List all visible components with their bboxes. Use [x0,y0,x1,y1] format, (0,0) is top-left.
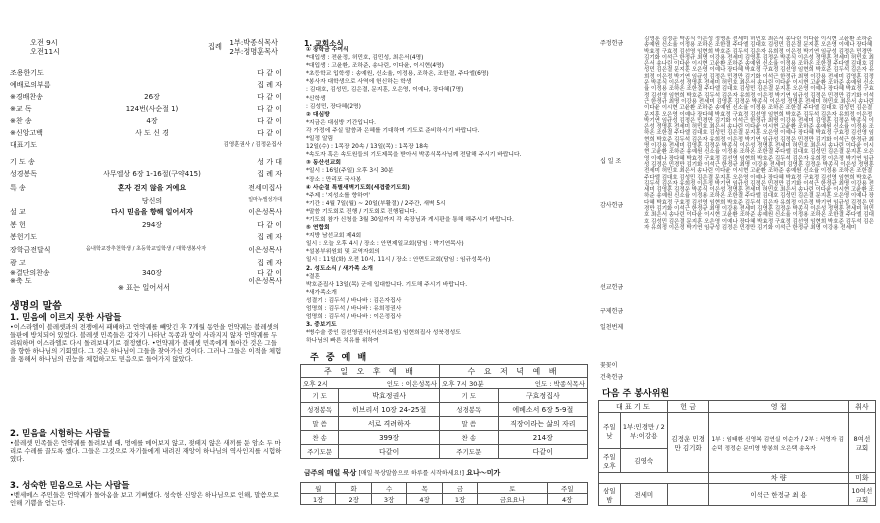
news-item: 일시 : 오늘 오후 4시 / 장소 : 안면제일교회(담임 : 박기연목사) [306,241,464,248]
news-item: *신학생 [306,95,326,102]
order-row [10,140,282,150]
service-role: 찬 송 [440,431,499,445]
order-leader: 성 가 대 [257,158,282,166]
offering-label: 감사헌금 [600,202,624,209]
day-cell: 화 [336,483,371,494]
service-role: 기 도 [440,389,499,403]
order-row [10,169,282,179]
wednesday-evening-header: 수 요 저 녁 예 배 [440,365,588,378]
order-content: 사 도 신 경 [135,129,169,137]
day-cell: 금 [442,483,477,494]
order-label: ※교 독 [10,105,32,113]
order-leader: 집 례 자 [257,170,282,178]
service-role: 성경봉독 [301,403,339,417]
news-item: 박호준집사 13일(목) 군에 입대합니다. 기도해 주시기 바랍니다. [306,281,468,288]
order-row [10,220,282,230]
order-leader: 전세미집사 [248,184,282,192]
order-label: 조용한기도 [10,69,44,77]
order-leader: 다 같 이 [257,221,282,229]
chapter-cell: 4장 [547,494,587,505]
car-label: 차 량 [709,473,848,484]
servers-row3-label: 삼일 밤 [599,484,621,506]
order-row [10,157,282,167]
order-label: 기 도 송 [10,158,35,166]
order-row [10,104,282,114]
news-item: *병수술 중인 김선영권사(서산의료원) 임현희집사 성북경성도 [306,330,461,337]
order-leader: 김영훈권사 / 김정운집사 [223,142,282,148]
preacher-1: 1부:박종식목사 [229,38,278,47]
order-leader: 이은성목사 [248,277,282,285]
wednesday-time: 오후 7시 30분 [440,378,499,389]
order-leader: 집 례 자 [257,233,282,241]
meditation-book: 요나～미가 [466,469,501,477]
news-item: 엄명희 : 김두석 / 바나바 : 유희정권사 [306,306,402,312]
offering-label: 십 일 조 [600,158,622,165]
standing-note: ※ 표는 일어서서 [117,283,171,292]
service-role: 주기도문 [440,445,499,459]
servers-cooking-1: 8여선교회 [848,413,875,473]
car-names: 이석근 한정규 최 용 [709,484,848,506]
servers-row3-prayer: 전세미 [620,484,667,506]
servers-row1-prayer: 1부:민경만 / 2부:이강용 [620,413,667,449]
news-item: *주제 : '지성소를 향하여' [306,192,370,199]
news-item: 12일(수) : 1목장 20속 / 13일(목) : 1목장 18속 [306,144,429,151]
order-leader: 다 같 이 [257,105,282,113]
news-item: *지방 남선교회 제4회 [306,233,362,240]
order-leader: 일마누엘성가대 [248,197,282,203]
service-role: 기 도 [301,389,339,403]
news-item: *일정 알림 [306,136,334,143]
servers-header-offering: 헌 금 [667,401,709,413]
news-item: *일시 : 16일(주일) 오후 3시 30분 [306,168,394,175]
order-label: ※축 도 [10,277,32,285]
sunday-leader: 인도 : 이은성목사 [339,378,440,389]
news-item: 2. 성도소식 / 새가족 소개 [306,265,373,272]
news-item: *결혼 [306,273,321,280]
offering-name-list: 김영훈 김정운 박종식 이은성 정명훈 전세미 허민호 최은서 송나린 이다윤 이시현 고윤환 조하준 송예원 신소율 이정용 조하온 조한결 주다엘 김대호 김성민 김은결 문지훈 오은영 이예나 장다혜 박효정 구효정 김선영 임현희 박호준 김두석 김은자 유희정 이은정 박기연 임규성 김정은 민경만 김기화 이석근 한정규 최명 이강용 전세미 김영훈 김정운 박종식 이은성 정명훈 전세미 허민호 최은서 송나린 이다윤 이시현 고윤환 조하준 송예원 신소율 이정용 조하온 조한결 주다엘 김대호 김성민 김은결 문지훈 오은영 이예나 장다혜 박효정 구효정 김선영 임현희 박호준 김두석 김은자 유희정 이은정 박기연 임규성 김정은 민경만 김기화 이석근 한정규 최명 이강용 전세미 김영훈 김정운 박종식 이은성 정명훈 전세미 허민호 최은서 송나린 이다윤 이시현 고윤환 조하준 송예원 신소율 이정용 조하온 조한결 주다엘 김대호 김성민 김은결 문지훈 오은영 이예나 장다혜 박효정 구효정 김선영 임현희 박호준 김두석 김은자 유희정 이은정 박기연 임규성 김정은 민경만 김기화 이석근 한정규 최명 이강용 전세미 김영훈 김정운 박종식 이은성 정명훈 전세미 허민호 최은서 송나린 이다윤 이시현 고윤환 조하준 송예원 신소율 이정용 조하온 조한결 주다엘 김대호 김성민 김은결 문지훈 오은영 이예나 장다혜 박효정 구효정 김선영 임현희 박호준 김두석 김은자 유희정 이은정 박기연 임규성 김정은 민경만 김기화 이석근 한정규 최명 이강용 전세미 김영훈 김정운 박종식 이은성 정명훈 전세미 허민호 최은서 송나린 이다윤 이시현 고윤환 조하준 송예원 신소율 이정용 조하온 조한결 주다엘 김대호 김성민 김은결 문지훈 오은영 이예나 장다혜 박효정 구효정 김선영 임현희 박호준 김두석 김은자 유희정 이은정 박기연 임규성 김정은 민경만 김기화 이석근 한정규 최명 이강용 전세미 김영훈 김정운 박종식 이은성 정명훈 전세미 허민호 최은서 송나린 이다윤 이시현 고윤환 조하준 송예원 신소율 이정용 조하온 조한결 주다엘 김대호 김성민 김은결 문지훈 오은영 이예나 장다혜 박효정 구효정 김선영 임현희 박호준 김두석 김은자 유희정 이은정 박기연 임규성 김정은 민경만 김기화 이석근 한정규 최명 이강용 전세미 김영훈 김정운 박종식 이은성 정명훈 전세미 허민호 최은서 송나린 이다윤 이시현 고윤환 조하준 송예원 신소율 이정용 조하온 조한결 주다엘 김대호 김성민 김은결 문지훈 오은영 이예나 장다혜 박효정 구효정 김선영 임현희 박호준 김두석 김은자 유희정 이은정 박기연 임규성 김정은 민경만 김기화 이석근 한정규 최명 이강용 전세미 김영훈 김정운 박종식 이은성 정명훈 전세미 허민호 최은서 송나린 이다윤 이시현 고윤환 조하준 송예원 신소율 이정용 조하온 조한결 주다엘 김대호 김성민 김은결 문지훈 오은영 이예나 장다혜 박효정 구효정 김선영 임현희 박호준 김두석 김은자 유희정 이은정 박기연 임규성 김정은 민경만 김기화 이석근 한정규 최명 이강용 전세미 김영훈 김정운 박종식 이은성 정명훈 전세미 허민호 최은서 송나린 이다윤 이시현 고윤환 조하준 송예원 신소율 이정용 조하온 조한결 주다엘 김대호 김성민 김은결 문지훈 오은영 이예나 장다혜 박효정 구효정 김선영 임현희 박호준 김두석 김은자 유희정 이은정 박기연 임규성 김정은 민경만 김기화 이석근 한정규 최명 이강용 전세미 [644,36,874,231]
order-row [10,196,282,206]
preacher-2: 2부:정명훈목사 [229,47,278,56]
news-item: 일시 : 11일(화) 오전 10시, 11시 / 장소 : 안면도교회(담임 : 임규성목사) [306,257,491,264]
order-leader: 집 례 자 [257,259,282,267]
offering-names [644,36,876,382]
news-item: ② 대심방 [306,111,330,118]
chapter-cell: 1장 [442,494,477,505]
church-news-list [306,46,586,344]
service-value: 히브리서 10장 24-25절 [339,403,440,417]
service-role: 찬 송 [301,431,339,445]
service-time-2: 오전11시 [30,47,60,56]
news-item: *기도회 참가 신청을 3월 30일까지 각 속장님과 게시판을 통해 해주시기 바랍니다. [306,216,514,223]
service-time-1: 오전 9시 [30,38,58,47]
order-leader: 다 같 이 [257,269,282,277]
news-item: *새가족소개 [306,289,337,296]
service-value: 214장 [498,431,587,445]
servers-row2-label: 주일오후 [599,449,621,473]
service-value: 구효정집사 [498,389,587,403]
order-leader: 집 례 자 [257,81,282,89]
service-value: 에베소서 6장 5-9절 [498,403,587,417]
offering-label: 일천번제 [600,324,624,331]
clean-label: 미화 [848,473,875,484]
order-label: ※찬 송 [10,117,32,125]
chapter-cell: 2장 [336,494,371,505]
order-content: 음내학교장추천학생 / 초등학교입학생 / 대학생봉사자 [85,246,207,252]
service-value: 다같이 [498,445,587,459]
meditation-line [304,468,500,478]
order-label: 광 고 [10,259,26,267]
service-role: 말 씀 [301,417,339,431]
order-content: 340장 [141,269,163,277]
offering-label: 건축헌금 [600,374,624,381]
servers-cooking-2: 10여선교회 [848,484,875,506]
order-row [10,245,282,255]
offering-label: 꽃꽂이 [600,362,618,369]
order-row [10,92,282,102]
order-content: 4장 [146,117,158,125]
sunday-afternoon-header: 주 일 오 후 예 배 [301,365,440,378]
servers-header-welcome: 영 접 [709,401,848,413]
order-leader: 다 같 이 [257,117,282,125]
worship-order-column [0,0,288,523]
day-cell: 목 [407,483,442,494]
sunday-time: 오후 2시 [301,378,339,389]
news-item: ⑤ 연합회 [306,225,330,232]
chapter-cell: 3장 [371,494,406,505]
servers-header-prayer: 대 표 기 도 [599,401,668,413]
order-leader: 다 같 이 [257,69,282,77]
order-label: ※결단의찬송 [10,269,50,277]
meditation-table [300,482,588,505]
news-item: *속도자 혹은 속도원들의 기도제목을 받아서 박종식목사님께 전달해 주시기 바랍니다. [306,152,522,159]
service-value: 399장 [339,431,440,445]
order-label: ※경배찬송 [10,93,43,101]
news-item: *기간 : 4월 7일(월) ~ 20일(부활절) / 2주간, 새벽 5시 [306,200,446,207]
chapter-cell: 1장 [301,494,336,505]
order-leader: 다 같 이 [257,93,282,101]
offering-label: 구제헌금 [600,308,624,315]
news-item: *장소 : 만리포 국사봉 [306,176,362,183]
day-cell: 토 [478,483,547,494]
chapter-cell: 금요요나 [478,494,547,505]
section-2-title: 2. 믿음을 시험하는 사람들 [10,429,111,439]
servers-row2-prayer: 김영숙 [620,449,667,473]
order-label: 설 교 [10,208,26,216]
order-label: 특 송 [10,184,26,192]
news-item: 엄명희 : 김두석 / 바나바 : 이은정집사 [306,314,402,321]
offering-label: 선교헌금 [600,284,624,291]
news-item: *말씀 기도회로 진행 / 기도회로 진행됩니다. [306,208,418,215]
news-item: 성결기 : 김두석 / 바나바 : 김은자집사 [306,297,402,304]
order-content: 294장 [141,221,163,229]
section-3-body: •벧세메스 주민들은 언약궤가 돌아옴을 보고 기뻐했다. 성숙한 신앙은 하나님으로 인해, 말씀으로 인해 기쁨을 얻는다. [10,491,279,507]
order-label: 성경봉독 [10,170,38,178]
news-item: ④ 사순절 특별새벽기도회(세겹줄기도회) [306,184,410,191]
order-leader: 다 같 이 [257,129,282,137]
order-content: 혼자 걷지 않을 거예요 [117,184,187,192]
news-item: *대입생 : 고윤환, 조하준, 송나린, 이다윤, 이시현(4명) [306,63,444,70]
order-row [10,207,282,217]
order-content: 다시 믿음을 향해 일어서자 [111,208,193,216]
day-cell: 수 [371,483,406,494]
day-cell: 월 [301,483,336,494]
church-news-column [290,0,590,523]
service-value: 박효정권사 [339,389,440,403]
order-row [10,128,282,138]
order-content: 124번(사순절 1) [125,105,179,113]
news-item: *지금은 대심방 기간입니다. [306,119,377,126]
servers-offering-names: 김정운 민경만 김기화 [667,413,709,473]
weekday-service-table [300,364,588,459]
news-item: *대입생 : 전윤정, 허민호, 김민성, 최은서(4명) [306,55,424,62]
word-title: 생명의 말씀 [10,301,62,312]
news-item: : 김대호, 김성민, 김은결, 문지훈, 오은영, 이예나, 장다혜(7명) [306,87,464,94]
servers-row1-label: 주일 낮 [599,413,621,449]
section-3-title: 3. 성숙한 믿음으로 사는 사람들 [10,481,130,491]
news-item: 각 가정에 주실 말씀과 은혜를 기대하며 기도로 준비하시기 바랍니다. [306,127,480,134]
church-news-heading: 1. 교회소식 [304,39,344,48]
news-item: 3. 중보기도 [306,322,337,329]
service-role: 성경봉독 [440,403,499,417]
order-label: ※신앙고백 [10,129,43,137]
order-content: 당신의 [141,197,163,205]
order-row [10,68,282,78]
news-item: *설봉부위원회 및 교역자회의 [306,249,380,256]
chapter-cell: 4장 [407,494,442,505]
order-label: 봉 헌 [10,221,26,229]
next-week-servers-title: 다음 주 봉사위원 [602,389,670,399]
weekday-service-title: 주 중 예 배 [310,353,369,363]
meditation-title: 금주의 매일 묵상 [304,469,357,477]
servers-table [598,400,876,506]
service-value: 직장이라는 삶의 자리 [498,417,587,431]
service-role: 말 씀 [440,417,499,431]
news-item: *봉사자 대학생으로 사역에 헌신하는 학생 [306,79,412,86]
order-label: 예배로의부름 [10,81,51,89]
order-label: 봉헌기도 [10,233,38,241]
order-row [10,258,282,268]
servers-welcome-names: 1부 : 임태환 신영복 김연실 이순가 / 2부 : 서영자 김순덕 정정순 문미영 방봉희 오은택 송옥자 [709,413,848,473]
order-row [10,183,282,193]
order-content: 26장 [144,93,160,101]
order-label: 장학금전달식 [10,246,51,254]
section-1-body: •이스라엘이 블레셋과의 전쟁에서 패배하고 언약궤를 빼앗긴 후 7개월 동안을 언약궤는 블레셋의 들판에 방치되어 있었다. 블레셋 민족들은 갑자기 나타난 독종과 앞이 사라지지 않자 언약궤를 두려워하며 이스라엘로 다시 돌려보내기로 결정했다. •언약궤가 블레셋 민족에게 돌아간 것은 그들을 향한 하나님의 기회였다. 그 것은 하나님이 그들을 찾아가신 것이다. 그러나 그들은 이적을 체험을 통해서 하나님의 권능을 체험하고도 믿음으로 들어가지 않았다. [10,323,282,363]
service-value: 서로 격려하자 [339,417,440,431]
section-1-title: 1. 믿음에 이르지 못한 사람들 [10,313,122,323]
day-cell: 주일 [547,483,587,494]
news-item: : 김성민, 장다혜(2명) [306,103,361,110]
order-content: 사무엘상 6장 1-16절(구약415) [103,170,201,178]
offering-label: 주정헌금 [600,40,624,47]
servers-header-cooking: 취사 [848,401,875,413]
order-label: 대표기도 [10,141,38,149]
service-value: 다같이 [339,445,440,459]
presider-label: 집례 [208,42,222,51]
order-row [10,116,282,126]
meditation-note: [매일 묵상말씀으로 하루를 시작하세요!] [358,470,464,477]
order-row [10,80,282,90]
news-item: ③ 동산선교회 [306,160,341,167]
news-item: 하나님의 빠른 치유를 위하여 [306,338,379,344]
order-leader: 이은성목사 [248,246,282,254]
offering-column [596,0,880,523]
news-item: *초등학교 입학생 : 송예원, 신소율, 이정용, 조하온, 조한결, 주다엘(6명) [306,71,489,78]
order-row [10,232,282,242]
wednesday-leader: 인도 : 박종식목사 [498,378,587,389]
section-2-body: •블레셋 민족들은 언약궤를 돌려보낼 때, 멍에를 메어보지 않고, 젖떼지 않은 새끼를 둔 암소 두 마리로 수레를 끌도록 했다. 그들은 그것으로 자기들에게 내려진 재앙이 하나님의 역사인지를 시험하였다. [10,439,282,463]
order-leader: 이은성목사 [248,208,282,216]
service-role: 주기도문 [301,445,339,459]
sermon-outline [10,311,282,519]
news-item: ① 장학금 수여식 [306,47,349,53]
